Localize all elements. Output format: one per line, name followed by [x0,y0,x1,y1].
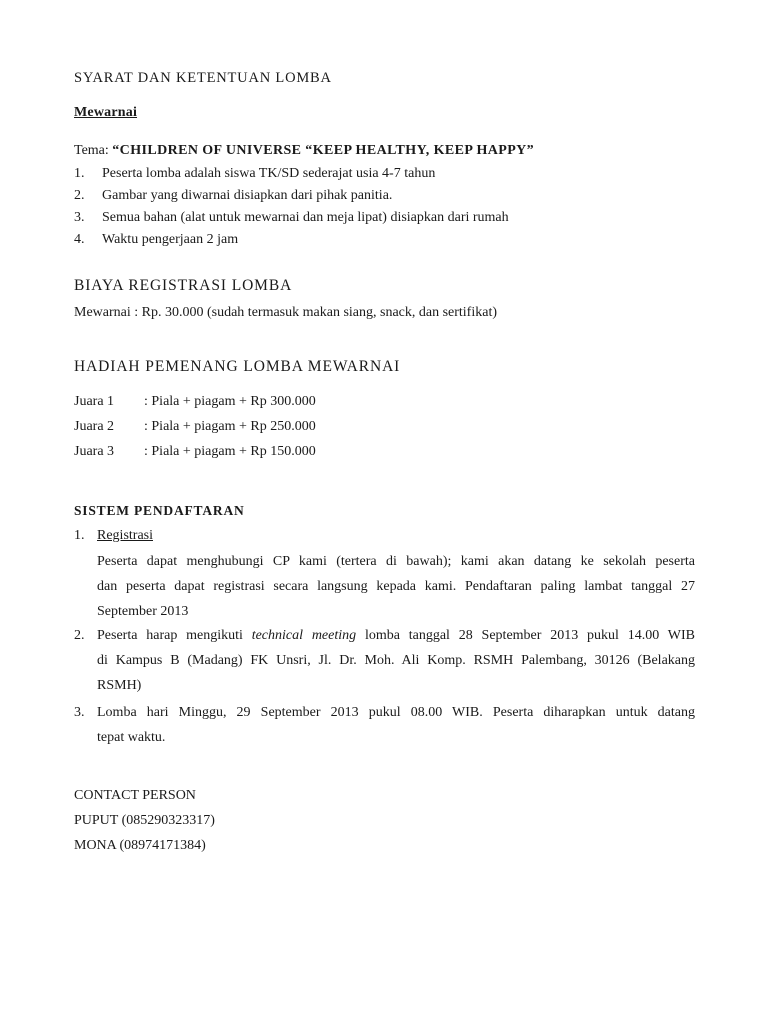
contact-heading: CONTACT PERSON [74,788,196,803]
registration-step-3-paragraph [97,700,695,750]
technical-meeting-emphasis: technical meeting [251,628,357,643]
rule-number: 1. [74,166,85,181]
paragraph-line: RSMH) [97,678,142,693]
rule-number: 2. [74,188,85,203]
text-run: lomba tanggal 28 September 2013 pukul 14.00 WIB [356,628,695,643]
contact-person: MONA (08974171384) [74,838,206,853]
paragraph-line [97,623,695,648]
rule-number: 4. [74,232,85,247]
text-run: Peserta harap mengikuti [97,628,252,643]
competition-subheading: Mewarnai [74,105,138,120]
document-title: SYARAT DAN KETENTUAN LOMBA [74,70,332,86]
registration-step-title: Registrasi [97,528,153,543]
paragraph-line: tepat waktu. [97,730,166,745]
registration-step-2-paragraph [97,623,695,698]
prize-label: Juara 1 [74,394,115,409]
rule-text: Gambar yang diwarnai disiapkan dari pihak panitia. [102,188,393,203]
prize-label: Juara 2 [74,419,115,434]
rule-text: Peserta lomba adalah siswa TK/SD sederajat usia 4-7 tahun [102,166,436,181]
registration-heading: SISTEM PENDAFTARAN [74,503,245,518]
prize-value: : Piala + piagam + Rp 150.000 [144,444,316,459]
fee-heading: BIAYA REGISTRASI LOMBA [74,277,293,294]
paragraph-line: September 2013 [97,604,189,619]
rule-number: 3. [74,210,85,225]
registration-step-1-paragraph [97,549,695,624]
paragraph-line: dan peserta dapat registrasi secara langsung kepada kami. Pendaftaran paling lambat tanggal 27 [97,579,695,594]
theme-value: “CHILDREN OF UNIVERSE “KEEP HEALTHY, KEEP HAPPY” [112,143,535,158]
fee-text: Mewarnai : Rp. 30.000 (sudah termasuk makan siang, snack, dan sertifikat) [74,305,498,320]
registration-step-number: 1. [74,528,85,543]
prizes-heading: HADIAH PEMENANG LOMBA MEWARNAI [74,358,401,375]
paragraph-line: Peserta dapat menghubungi CP kami (tertera di bawah); kami akan datang ke sekolah peserta [97,554,695,569]
registration-step-number: 3. [74,705,85,720]
theme-prefix: Tema: [74,143,113,158]
rule-text: Semua bahan (alat untuk mewarnai dan meja lipat) disiapkan dari rumah [102,210,509,225]
registration-step-number: 2. [74,628,85,643]
prize-value: : Piala + piagam + Rp 300.000 [144,394,316,409]
paragraph-line: di Kampus B (Madang) FK Unsri, Jl. Dr. Moh. Ali Komp. RSMH Palembang, 30126 (Belakang [97,653,695,668]
contact-person: PUPUT (085290323317) [74,813,215,828]
paragraph-line: Lomba hari Minggu, 29 September 2013 pukul 08.00 WIB. Peserta diharapkan untuk datang [97,705,695,720]
rule-text: Waktu pengerjaan 2 jam [102,232,239,247]
prize-label: Juara 3 [74,444,115,459]
prize-value: : Piala + piagam + Rp 250.000 [144,419,316,434]
theme-line [74,144,534,158]
